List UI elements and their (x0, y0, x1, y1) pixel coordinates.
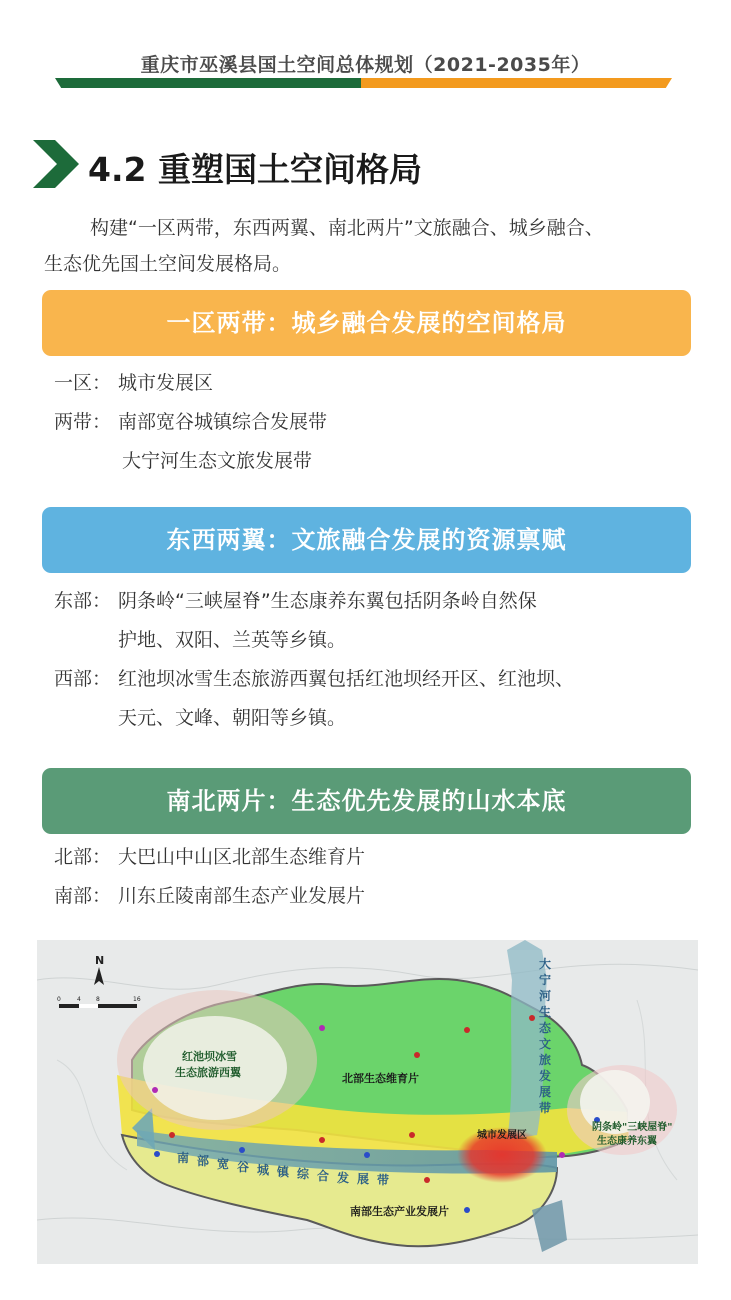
list-item-label: 东部： (54, 590, 112, 612)
svg-text:镇: 镇 (277, 1165, 290, 1179)
svg-text:谷: 谷 (237, 1160, 250, 1174)
east-wing-label: 阴条岭"三峡屋脊" (592, 1122, 673, 1133)
svg-text:发: 发 (539, 1069, 552, 1083)
scale-tick: 8 (96, 996, 100, 1003)
list-item-label: 一区： (54, 372, 112, 394)
city-zone-label: 城市发展区 (477, 1130, 527, 1141)
banner-urban-rural: 一区两带：城乡融合发展的空间格局 (42, 290, 691, 356)
svg-text:城: 城 (257, 1163, 270, 1177)
chevron-right-icon (33, 140, 79, 188)
spatial-pattern-map (37, 940, 698, 1264)
svg-text:带: 带 (377, 1173, 390, 1187)
list-item-text: 大宁河生态文旅发展带 (122, 450, 313, 472)
title-underline-bar (55, 78, 672, 88)
svg-text:展: 展 (539, 1085, 552, 1099)
intro-paragraph (44, 210, 704, 282)
svg-text:宁: 宁 (539, 973, 552, 987)
intro-line-1: 构建“一区两带，东西两翼、南北两片”文旅融合、城乡融合、 (90, 217, 604, 239)
svg-text:综: 综 (297, 1167, 310, 1181)
svg-text:大: 大 (539, 957, 552, 971)
list-item-text: 大巴山中山区北部生态维育片 (118, 846, 366, 868)
south-zone-label: 南部生态产业发展片 (350, 1205, 449, 1218)
list-item-text: 南部宽谷城镇综合发展带 (118, 411, 328, 433)
list-item-label: 西部： (54, 668, 112, 690)
title-bar-orange (361, 78, 672, 88)
svg-text:态: 态 (539, 1021, 552, 1035)
svg-text:旅: 旅 (539, 1053, 552, 1067)
document-title: 重庆市巫溪县国土空间总体规划（2021-2035年） (140, 54, 591, 76)
north-zone-label: 北部生态维育片 (342, 1072, 419, 1085)
list-item-text: 城市发展区 (118, 372, 214, 394)
east-wing-label: 生态康养东翼 (597, 1136, 657, 1147)
banner-ecology: 南北两片：生态优先发展的山水本底 (42, 768, 691, 834)
list-item-text: 红池坝冰雪生态旅游西翼包括红池坝经开区、红池坝、 (118, 668, 575, 690)
section-heading: 4.2 重塑国土空间格局 (88, 150, 422, 189)
scale-tick: 4 (77, 996, 81, 1003)
north-arrow-label: N (95, 954, 105, 967)
svg-text:发: 发 (337, 1171, 350, 1185)
list-item-text: 阴条岭“三峡屋脊”生态康养东翼包括阴条岭自然保 (118, 590, 537, 612)
svg-text:南: 南 (177, 1151, 190, 1165)
svg-text:河: 河 (539, 989, 552, 1003)
list-item-text: 天元、文峰、朝阳等乡镇。 (118, 707, 347, 729)
svg-text:合: 合 (317, 1169, 330, 1183)
scale-tick: 0 (57, 996, 61, 1003)
svg-text:文: 文 (539, 1037, 552, 1051)
svg-text:展: 展 (357, 1172, 370, 1186)
list-item-text: 川东丘陵南部生态产业发展片 (118, 885, 366, 907)
list-item-label: 南部： (54, 885, 112, 907)
list-item-label: 北部： (54, 846, 112, 868)
list-item-text: 护地、双阳、兰英等乡镇。 (118, 629, 347, 651)
banner-culture-tourism: 东西两翼：文旅融合发展的资源禀赋 (42, 507, 691, 573)
intro-line-2: 生态优先国土空间发展格局。 (44, 253, 292, 275)
svg-text:宽: 宽 (217, 1157, 230, 1171)
west-wing-label: 红池坝冰雪 (182, 1050, 237, 1063)
svg-text:带: 带 (539, 1101, 552, 1115)
list-item-label: 两带： (54, 411, 112, 433)
map-svg (37, 940, 698, 1264)
west-wing-label: 生态旅游西翼 (175, 1066, 241, 1079)
svg-text:部: 部 (197, 1154, 210, 1168)
title-bar-green (55, 78, 365, 88)
scale-tick: 16 (133, 996, 141, 1003)
svg-text:生: 生 (539, 1005, 552, 1019)
